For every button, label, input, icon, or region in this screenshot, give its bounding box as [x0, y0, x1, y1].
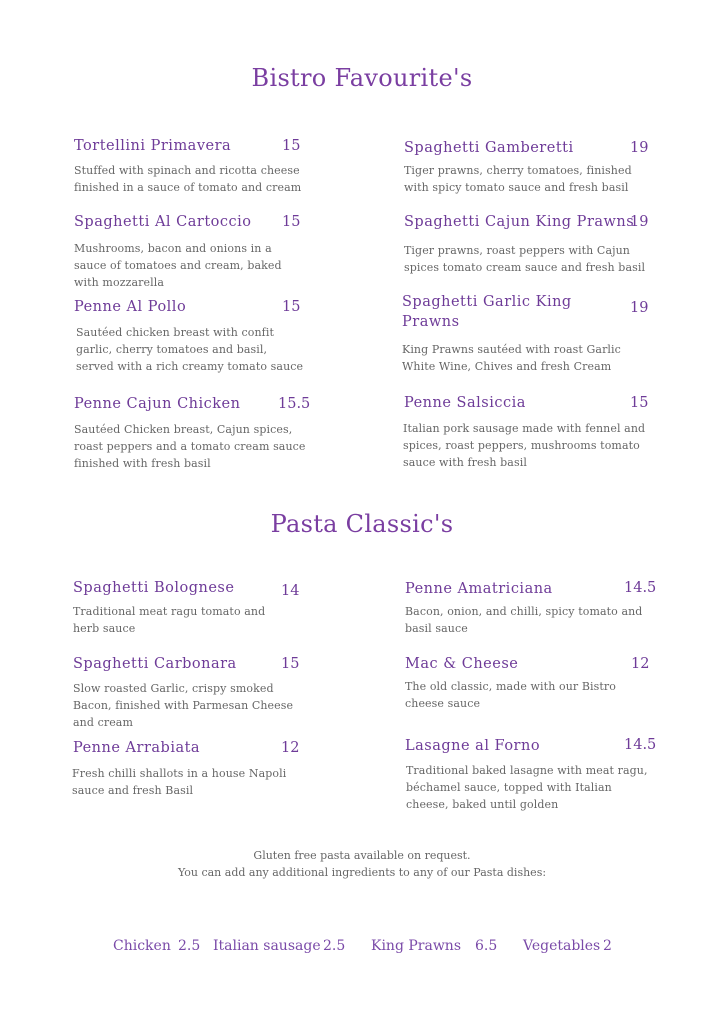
extra-chicken-name: Chicken	[113, 938, 171, 954]
item-price: 19	[630, 140, 649, 156]
item-name: Penne Amatriciana	[405, 581, 553, 597]
item-price: 14	[281, 583, 300, 599]
item-price: 19	[630, 300, 649, 316]
item-price: 15	[282, 214, 301, 230]
item-description: Tiger prawns, cherry tomatoes, finished with spicy tomato sauce and fresh basil	[404, 164, 632, 194]
item-description: Italian pork sausage made with fennel and spices, roast peppers, mushrooms tomato sauce with fresh basil	[403, 422, 646, 469]
item-description: Tiger prawns, roast peppers with Cajun spices tomato cream sauce and fresh basil	[404, 244, 646, 274]
item-price: 15	[281, 656, 300, 672]
item-description: Sautéed chicken breast with confit garlic, cherry tomatoes and basil, served with a rich creamy tomato sauce	[76, 326, 304, 373]
gluten-free-note: Gluten free pasta available on request.	[253, 849, 471, 862]
extra-vegetables-price: 2	[603, 938, 612, 954]
extra-king-prawns-name: King Prawns	[371, 938, 462, 954]
item-price: 12	[631, 656, 650, 672]
extra-italian-sausage-name: Italian sausage	[213, 938, 321, 954]
item-price: 15.5	[278, 396, 311, 412]
item-price: 12	[281, 740, 300, 756]
item-name: Spaghetti Al Cartoccio	[74, 214, 252, 230]
item-name: Penne Cajun Chicken	[74, 396, 241, 412]
item-name: Penne Salsiccia	[404, 395, 526, 411]
item-description: Fresh chilli shallots in a house Napoli sauce and fresh Basil	[72, 767, 287, 797]
item-description: Traditional meat ragu tomato and herb sauce	[73, 605, 266, 635]
section-title-pasta-classics: Pasta Classic's	[270, 510, 454, 538]
item-description: Bacon, onion, and chilli, spicy tomato and basil sauce	[405, 605, 643, 635]
additional-ingredients-note: You can add any additional ingredients to any of our Pasta dishes:	[177, 866, 547, 879]
item-description: Traditional baked lasagne with meat ragu, béchamel sauce, topped with Italian cheese, baked until golden	[406, 764, 648, 811]
item-price: 19	[630, 214, 649, 230]
item-name: Tortellini Primavera	[74, 138, 232, 154]
item-name: Penne Arrabiata	[73, 740, 201, 756]
extra-vegetables-name: Vegetables	[523, 938, 601, 954]
item-name: Spaghetti Garlic King Prawns	[402, 294, 572, 330]
item-description: Mushrooms, bacon and onions in a sauce of tomatoes and cream, baked with mozzarella	[74, 242, 282, 289]
item-price: 14.5	[624, 580, 657, 596]
item-name: Spaghetti Cajun King Prawns	[404, 214, 635, 230]
item-name: Lasagne al Forno	[405, 738, 541, 754]
item-price: 15	[282, 299, 301, 315]
item-name: Spaghetti Carbonara	[73, 656, 237, 672]
item-name: Penne Al Pollo	[74, 299, 187, 315]
item-name: Mac & Cheese	[405, 656, 519, 672]
item-description: King Prawns sautéed with roast Garlic White Wine, Chives and fresh Cream	[402, 343, 621, 373]
item-name: Spaghetti Bolognese	[73, 580, 235, 596]
item-name: Spaghetti Gamberetti	[404, 140, 574, 156]
extra-king-prawns-price: 6.5	[475, 938, 498, 954]
extra-chicken-price: 2.5	[178, 938, 201, 954]
item-price: 15	[282, 138, 301, 154]
item-description: Sautéed Chicken breast, Cajun spices, roast peppers and a tomato cream sauce finished with fresh basil	[74, 423, 306, 470]
extra-italian-sausage-price: 2.5	[323, 938, 346, 954]
item-description: The old classic, made with our Bistro cheese sauce	[405, 680, 616, 710]
item-price: 15	[630, 395, 649, 411]
item-description: Stuffed with spinach and ricotta cheese finished in a sauce of tomato and cream	[74, 164, 302, 194]
item-price: 14.5	[624, 737, 657, 753]
item-description: Slow roasted Garlic, crispy smoked Bacon, finished with Parmesan Cheese and cream	[73, 682, 294, 729]
section-title-bistro-favourites: Bistro Favourite's	[251, 64, 473, 92]
